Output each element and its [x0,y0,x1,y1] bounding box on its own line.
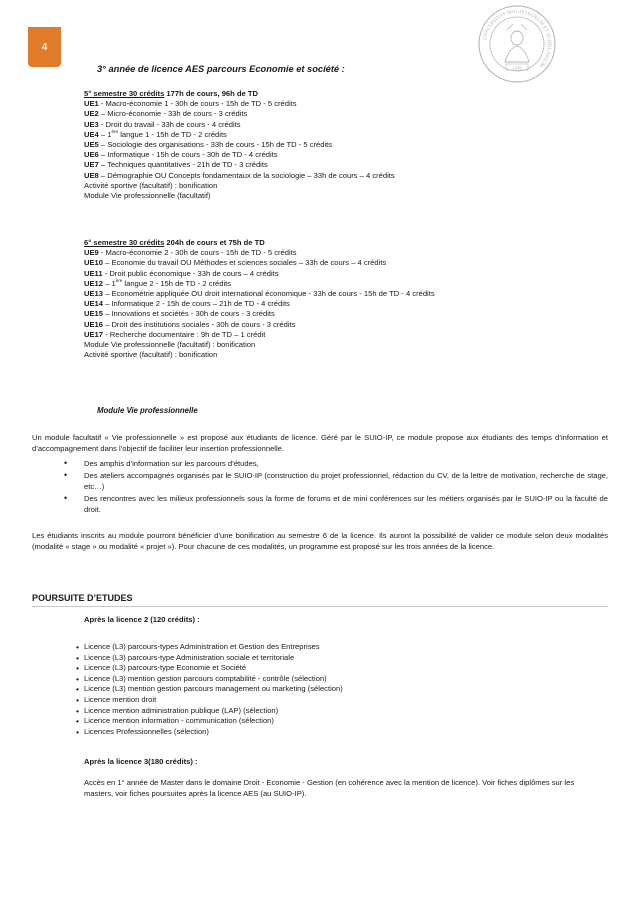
poursuite-section-title: POURSUITE D’ETUDES [32,593,133,603]
list-item: UE4 – 1ère langue 1 - 15h de TD - 2 crédits [84,128,227,139]
list-item: UE13 – Econométrie appliquée OU droit international économique - 33h de cours - 15h de TD - 4 crédits [84,289,435,299]
list-item: Activité sportive (facultatif) : bonification [84,180,218,190]
list-item: • Des rencontres avec les milieux professionnels sous la forme de forums et de mini conférences sur les métiers organisés par le SUIO-IP ou la faculté de droit. [60,493,608,515]
list-item: • Licences Professionnelles (sélection) [76,727,343,738]
list-item: • Licence (L3) mention gestion parcours comptabilité - contrôle (sélection) [76,674,343,685]
list-item: UE3 - Droit du travail - 33h de cours - 4 crédits [84,119,241,129]
list-item: UE9 - Macro-économie 2 - 30h de cours - 15h de TD - 5 crédits [84,248,297,258]
module-outro-paragraph: Les étudiants inscrits au module pourront bénéficier d’une bonification au semestre 6 de la licence. Ils auront la possibilité de valider ce module selon deux modalités (modalité « stage » ou modalité « projet »). Pour chacune de ces modalités, un programme est proposé sur les trois années de la licence. [32,531,608,551]
list-item: UE1 - Macro-économie 1 - 30h de cours - 15h de TD - 5 crédits [84,99,297,109]
list-item: • Licence (L3) parcours-type Administration sociale et territoriale [76,653,343,664]
list-item: UE5 – Sociologie des organisations - 33h de cours - 15h de TD - 5 crédits [84,140,333,150]
list-item: UE10 – Economie du travail OU Méthodes et sciences sociales – 33h de cours – 4 crédits [84,258,387,268]
list-item: UE11 - Droit public économique - 33h de cours – 4 crédits [84,268,279,278]
module-bullet-list [60,458,608,515]
list-item: • Des amphis d’information sur les parcours d’études, [60,458,608,469]
page-number-badge [28,27,61,67]
semester-6-block [84,238,435,360]
semester-6-title: 6° semestre 30 crédits 204h de cours et 75h de TD [84,238,265,247]
list-item: UE17 - Recherche documentaire : 9h de TD – 1 crédit [84,329,266,339]
list-item: • Licence (L3) parcours-type Economie et Société [76,663,343,674]
list-item: Module Vie professionnelle (facultatif) : bonification [84,340,256,350]
semester-5-block [84,89,395,201]
after-l2-title: Après la licence 2 (120 crédits) : [84,615,200,624]
list-item: UE8 – Démographie OU Concepts fondamentaux de la sociologie – 33h de cours – 4 crédits [84,170,395,180]
list-item: • Licence (L3) mention gestion parcours management ou marketing (sélection) [76,684,343,695]
seal-year: 1229 [512,64,522,70]
list-item: Module Vie professionnelle (facultatif) [84,191,211,201]
semester-5-title: 5° semestre 30 crédits 177h de cours, 96h de TD [84,89,258,98]
list-item: • Licence mention droit [76,695,343,706]
list-item: • Licence mention administration publique (LAP) (sélection) [76,706,343,717]
seal-ring-text: UNIVERSITAS MAGISTRORUM ET SCHOLARIUM [482,8,553,69]
after-l2-list [76,642,343,737]
list-item: • Des ateliers accompagnés organisés par le SUIO-IP (construction du projet professionnel, rédaction du CV, de la lettre de motivation, recherche de stage, etc…) [60,470,608,492]
section-divider [32,606,608,607]
year-heading: 3° année de licence AES parcours Economie et société : [97,64,345,74]
list-item: UE16 – Droit des institutions sociales - 30h de cours - 3 crédits [84,319,296,329]
list-item: UE6 – Informatique - 15h de cours - 30h de TD - 4 crédits [84,150,278,160]
list-item: • Licence mention information - communication (sélection) [76,716,343,727]
after-l3-paragraph: Accès en 1° année de Master dans le domaine Droit - Economie - Gestion (en cohérence avec la mention de licence). Voir fiches diplômes sur les masters, voir fiches poursuites après la licence AES (au SUIO-IP). [84,778,575,798]
list-item: UE15 – Innovations et sociétés - 30h de cours - 3 crédits [84,309,275,319]
after-l3-title: Après la licence 3(180 crédits) : [84,757,198,766]
list-item: UE7 – Techniques quantitatives - 21h de TD - 3 crédits [84,160,268,170]
university-seal-icon [477,4,557,84]
module-intro-paragraph: Un module facultatif « Vie professionnelle » est proposé aux étudiants de licence. Géré par le SUIO-IP, ce module propose aux étudiants des temps d’information et d’accompagnement dans l’objectif de faciliter leur insertion professionnelle. [32,433,608,453]
list-item: UE12 – 1ère langue 2 - 15h de TD - 2 crédits [84,277,232,288]
list-item: • Licence (L3) parcours-types Administration et Gestion des Entreprises [76,642,343,653]
list-item: UE2 – Micro-économie - 33h de cours - 3 crédits [84,109,248,119]
page-number: 4 [41,41,48,53]
list-item: UE14 – Informatique 2 - 15h de cours – 21h de TD - 4 crédits [84,299,290,309]
module-title: Module Vie professionnelle [97,406,198,415]
list-item: Activité sportive (facultatif) : bonification [84,350,218,360]
